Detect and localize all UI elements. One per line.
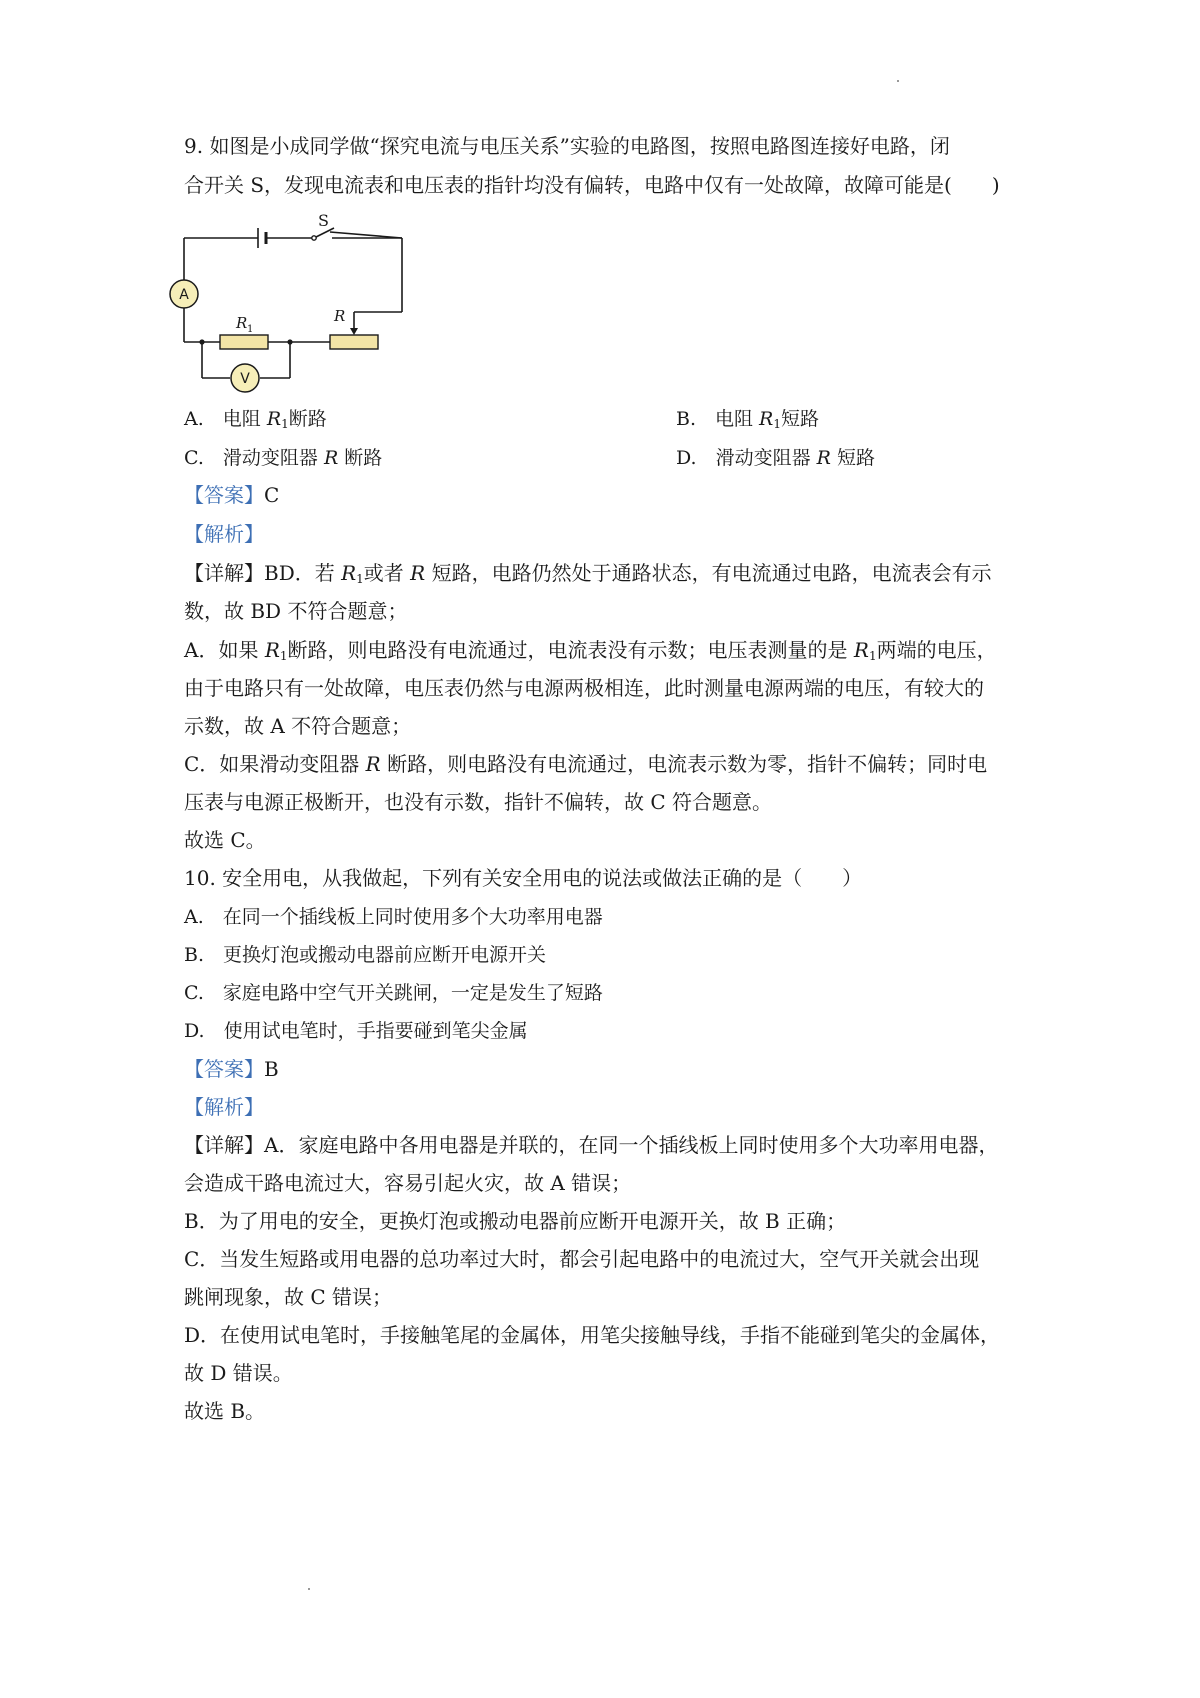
q10-stem: 10. 安全用电，从我做起，下列有关安全用电的说法或做法正确的是（ ） <box>184 866 863 890</box>
junction-right <box>287 339 292 344</box>
q9-option-c: C. 滑动变阻器 R 断路 <box>184 447 383 469</box>
q10-detail-line-3: B．为了用电的安全，更换灯泡或搬动电器前应断开电源开关，故 B 正确； <box>184 1209 847 1233</box>
q9-stem-line-2: 合开关 S，发现电流表和电压表的指针均没有偏转，电路中仅有一处故障，故障可能是( ) <box>184 173 1000 197</box>
q9-detail-line-1: 【详解】BD．若 $R_1$或者 R 短路，电路仍然处于通路状态，有电流通过电路，电流表会有示 <box>184 561 992 586</box>
q9-detail-line-8: 故选 C。 <box>184 828 266 852</box>
q9-answer: 【答案】C <box>184 483 280 507</box>
q9-detail-line-7: 压表与电源正极断开，也没有示数，指针不偏转，故 C 符合题意。 <box>184 790 773 814</box>
q9-option-d: D. 滑动变阻器 R 短路 <box>676 447 875 469</box>
voltmeter <box>231 364 259 392</box>
q10-analysis-tag: 【解析】 <box>184 1095 264 1119</box>
q10-option-a: A. 在同一个插线板上同时使用多个大功率用电器 <box>184 906 603 928</box>
page-mark-bottom <box>308 1588 310 1590</box>
circuit-diagram <box>178 211 448 432</box>
q10-detail-line-1: 【详解】A．家庭电路中各用电器是并联的，在同一个插线板上同时使用多个大功率用电器， <box>184 1133 999 1157</box>
resistor-R1 <box>220 335 268 349</box>
q9-detail-line-3: A．如果 $R_1$断路，则电路没有电流通过，电流表没有示数；电压表测量的是 $R_1$两端的电压， <box>184 638 997 663</box>
q10-option-c: C. 家庭电路中空气开关跳闸，一定是发生了短路 <box>184 982 603 1004</box>
ammeter <box>170 280 198 308</box>
q10-detail-line-6: D．在使用试电笔时，手接触笔尾的金属体，用笔尖接触导线，手指不能碰到笔尖的金属体， <box>184 1323 1001 1347</box>
q9-option-b: B. 电阻 $R_1$短路 <box>676 408 820 431</box>
q9-option-a: A. 电阻 $R_1$断路 <box>184 408 327 431</box>
q10-answer: 【答案】B <box>184 1057 279 1081</box>
switch-label: S <box>318 211 329 230</box>
voltmeter-label: V <box>240 371 250 387</box>
page-mark-top <box>897 80 899 82</box>
q9-detail-line-5: 示数，故 A 不符合题意； <box>184 714 412 738</box>
ammeter-label: A <box>179 287 189 303</box>
q9-detail-line-4: 由于电路只有一处故障，电压表仍然与电源两极相连，此时测量电源两端的电压，有较大的 <box>184 676 984 700</box>
q10-option-d: D. 使用试电笔时，手指要碰到笔尖金属 <box>184 1020 528 1042</box>
r1-label-sub: 1 <box>247 324 254 335</box>
rheostat-slider-arrow <box>350 328 358 335</box>
q9-analysis-tag: 【解析】 <box>184 522 264 546</box>
r1-label: R <box>236 314 248 332</box>
q9-detail-line-6: C．如果滑动变阻器 R 断路，则电路没有电流通过，电流表示数为零，指针不偏转；同时电 <box>184 752 988 776</box>
junction-left <box>199 339 204 344</box>
q9-stem-line-1: 9. 如图是小成同学做“探究电流与电压关系”实验的电路图，按照电路图连接好电路，闭 <box>184 134 950 158</box>
rheostat-R <box>330 335 378 349</box>
q10-detail-line-5: 跳闸现象，故 C 错误； <box>184 1285 393 1309</box>
q10-detail-line-2: 会造成干路电流过大，容易引起火灾，故 A 错误； <box>184 1171 632 1195</box>
q10-option-b: B. 更换灯泡或搬动电器前应断开电源开关 <box>184 944 547 966</box>
circuit-wires <box>184 232 402 378</box>
q10-detail-line-7: 故 D 错误。 <box>184 1361 293 1385</box>
q10-detail-line-8: 故选 B。 <box>184 1399 266 1423</box>
r-label: R <box>334 307 346 325</box>
q9-detail-line-2: 数，故 BD 不符合题意； <box>184 599 408 623</box>
q10-detail-line-4: C．当发生短路或用电器的总功率过大时，都会引起电路中的电流过大，空气开关就会出现 <box>184 1247 980 1271</box>
